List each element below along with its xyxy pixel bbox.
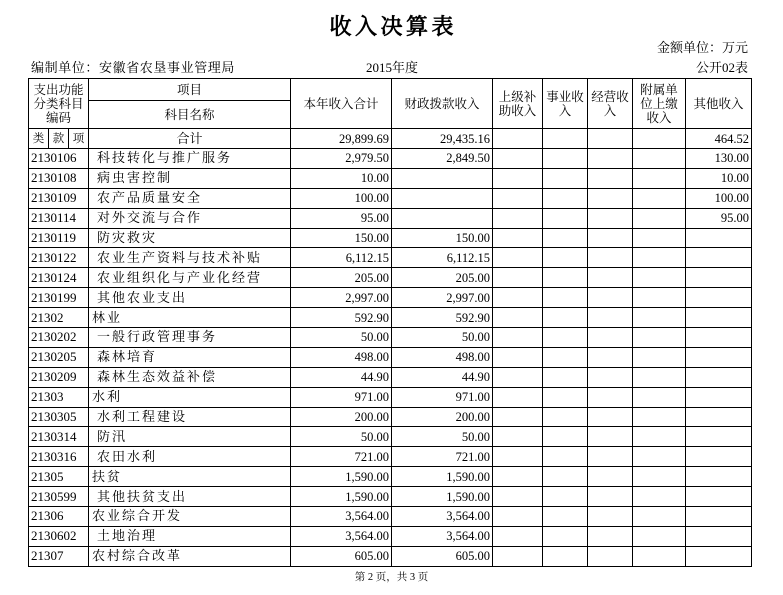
total-income-cell: 498.00 bbox=[291, 347, 392, 367]
table-row bbox=[29, 308, 752, 328]
business-income-cell bbox=[543, 208, 588, 228]
operating-income-cell bbox=[588, 308, 633, 328]
other-income-cell: 95.00 bbox=[686, 208, 752, 228]
business-income-cell bbox=[543, 526, 588, 546]
business-income-cell bbox=[543, 268, 588, 288]
operating-income-cell bbox=[588, 228, 633, 248]
affiliated-remittance-cell bbox=[633, 347, 686, 367]
fiscal-appropriation-cell: 1,590.00 bbox=[392, 467, 493, 487]
affiliated-remittance-cell bbox=[633, 407, 686, 427]
affiliated-remittance-cell bbox=[633, 367, 686, 387]
business-income-cell bbox=[543, 188, 588, 208]
fiscal-appropriation-cell: 6,112.15 bbox=[392, 248, 493, 268]
total-income-cell: 10.00 bbox=[291, 168, 392, 188]
superior-subsidy-cell bbox=[493, 507, 543, 527]
superior-subsidy-cell bbox=[493, 447, 543, 467]
table-row bbox=[29, 188, 752, 208]
header-row bbox=[29, 79, 752, 101]
header-code-group-label: 支出功能分类科目编码 bbox=[33, 82, 84, 125]
operating-income-cell bbox=[588, 268, 633, 288]
affiliated-remittance-cell bbox=[633, 288, 686, 308]
table-header bbox=[29, 79, 752, 149]
superior-subsidy-cell bbox=[493, 288, 543, 308]
subject-name: 土地治理 bbox=[89, 526, 291, 546]
superior-subsidy-cell bbox=[493, 328, 543, 348]
business-income-cell bbox=[543, 387, 588, 407]
fiscal-appropriation-cell: 50.00 bbox=[392, 427, 493, 447]
business-income-cell bbox=[543, 228, 588, 248]
superior-subsidy-cell bbox=[493, 129, 543, 149]
subject-name: 森林培育 bbox=[89, 347, 291, 367]
subject-name: 防汛 bbox=[89, 427, 291, 447]
business-income-cell bbox=[543, 328, 588, 348]
business-income-cell bbox=[543, 487, 588, 507]
subject-name: 其他农业支出 bbox=[89, 288, 291, 308]
header-operating-income bbox=[588, 79, 633, 129]
header-operating-income-label: 经营收入 bbox=[591, 89, 629, 118]
subject-name: 农产品质量安全 bbox=[89, 188, 291, 208]
header-lei: 类 bbox=[29, 129, 49, 149]
affiliated-remittance-cell bbox=[633, 526, 686, 546]
business-income-cell bbox=[543, 149, 588, 169]
total-income-cell: 1,590.00 bbox=[291, 487, 392, 507]
total-income-cell: 95.00 bbox=[291, 208, 392, 228]
total-income-cell: 605.00 bbox=[291, 546, 392, 566]
table-row bbox=[29, 487, 752, 507]
affiliated-remittance-cell bbox=[633, 447, 686, 467]
superior-subsidy-cell bbox=[493, 467, 543, 487]
business-income-cell bbox=[543, 427, 588, 447]
subject-code: 2130106 bbox=[29, 149, 89, 169]
other-income-cell bbox=[686, 507, 752, 527]
subject-name: 科技转化与推广服务 bbox=[89, 149, 291, 169]
total-income-cell: 150.00 bbox=[291, 228, 392, 248]
operating-income-cell bbox=[588, 526, 633, 546]
total-income-cell: 200.00 bbox=[291, 407, 392, 427]
other-income-cell bbox=[686, 447, 752, 467]
subject-code: 2130599 bbox=[29, 487, 89, 507]
subject-code: 2130209 bbox=[29, 367, 89, 387]
total-income-cell: 205.00 bbox=[291, 268, 392, 288]
subject-name: 林业 bbox=[89, 308, 291, 328]
business-income-cell bbox=[543, 288, 588, 308]
affiliated-remittance-cell bbox=[633, 487, 686, 507]
total-income-cell: 50.00 bbox=[291, 427, 392, 447]
other-income-cell bbox=[686, 248, 752, 268]
total-income-cell: 2,979.50 bbox=[291, 149, 392, 169]
other-income-cell: 100.00 bbox=[686, 188, 752, 208]
affiliated-remittance-cell bbox=[633, 467, 686, 487]
operating-income-cell bbox=[588, 507, 633, 527]
affiliated-remittance-cell bbox=[633, 228, 686, 248]
operating-income-cell bbox=[588, 328, 633, 348]
other-income-cell bbox=[686, 367, 752, 387]
affiliated-remittance-cell bbox=[633, 208, 686, 228]
form-number-label: 公开02表 bbox=[695, 60, 748, 75]
total-income-cell: 2,997.00 bbox=[291, 288, 392, 308]
table-row bbox=[29, 248, 752, 268]
fiscal-appropriation-cell: 205.00 bbox=[392, 268, 493, 288]
total-income-cell: 721.00 bbox=[291, 447, 392, 467]
table-row bbox=[29, 546, 752, 566]
total-row-label: 合计 bbox=[89, 129, 291, 149]
subject-code: 21305 bbox=[29, 467, 89, 487]
operating-income-cell bbox=[588, 288, 633, 308]
fiscal-appropriation-cell bbox=[392, 168, 493, 188]
operating-income-cell bbox=[588, 248, 633, 268]
fiscal-appropriation-cell: 3,564.00 bbox=[392, 526, 493, 546]
table-row bbox=[29, 168, 752, 188]
header-superior-subsidy-label: 上级补助收入 bbox=[498, 89, 537, 118]
subject-name: 其他扶贫支出 bbox=[89, 487, 291, 507]
total-income-cell: 29,899.69 bbox=[291, 129, 392, 149]
business-income-cell bbox=[543, 129, 588, 149]
superior-subsidy-cell bbox=[493, 487, 543, 507]
affiliated-remittance-cell bbox=[633, 149, 686, 169]
affiliated-remittance-cell bbox=[633, 308, 686, 328]
subject-code: 2130119 bbox=[29, 228, 89, 248]
subject-name: 农田水利 bbox=[89, 447, 291, 467]
header-kuan: 款 bbox=[49, 129, 69, 149]
table-row bbox=[29, 427, 752, 447]
subject-name: 病虫害控制 bbox=[89, 168, 291, 188]
fiscal-appropriation-cell bbox=[392, 208, 493, 228]
subject-name: 水利 bbox=[89, 387, 291, 407]
fiscal-appropriation-cell: 2,849.50 bbox=[392, 149, 493, 169]
superior-subsidy-cell bbox=[493, 526, 543, 546]
superior-subsidy-cell bbox=[493, 546, 543, 566]
business-income-cell bbox=[543, 467, 588, 487]
header-item: 项目 bbox=[89, 79, 291, 101]
subject-code: 2130602 bbox=[29, 526, 89, 546]
total-income-cell: 3,564.00 bbox=[291, 507, 392, 527]
fiscal-appropriation-cell: 971.00 bbox=[392, 387, 493, 407]
fiscal-appropriation-cell: 592.90 bbox=[392, 308, 493, 328]
table-row bbox=[29, 526, 752, 546]
fiscal-appropriation-cell: 150.00 bbox=[392, 228, 493, 248]
table-row bbox=[29, 467, 752, 487]
header-xiang: 项 bbox=[69, 129, 89, 149]
header-total-income: 本年收入合计 bbox=[291, 79, 392, 129]
fiscal-appropriation-cell: 2,997.00 bbox=[392, 288, 493, 308]
subject-code: 2130122 bbox=[29, 248, 89, 268]
subject-code: 21306 bbox=[29, 507, 89, 527]
subject-code: 2130124 bbox=[29, 268, 89, 288]
other-income-cell bbox=[686, 268, 752, 288]
subject-code: 2130205 bbox=[29, 347, 89, 367]
subject-name: 农村综合改革 bbox=[89, 546, 291, 566]
operating-income-cell bbox=[588, 367, 633, 387]
fiscal-appropriation-cell: 605.00 bbox=[392, 546, 493, 566]
business-income-cell bbox=[543, 367, 588, 387]
other-income-cell bbox=[686, 407, 752, 427]
other-income-cell bbox=[686, 228, 752, 248]
fiscal-appropriation-cell: 29,435.16 bbox=[392, 129, 493, 149]
superior-subsidy-cell bbox=[493, 427, 543, 447]
affiliated-remittance-cell bbox=[633, 268, 686, 288]
subject-name: 扶贫 bbox=[89, 467, 291, 487]
operating-income-cell bbox=[588, 129, 633, 149]
compiling-unit-label: 编制单位：安徽省农垦事业管理局 bbox=[31, 60, 236, 75]
business-income-cell bbox=[543, 347, 588, 367]
superior-subsidy-cell bbox=[493, 188, 543, 208]
table-row bbox=[29, 328, 752, 348]
operating-income-cell bbox=[588, 487, 633, 507]
other-income-cell bbox=[686, 308, 752, 328]
other-income-cell bbox=[686, 467, 752, 487]
business-income-cell bbox=[543, 546, 588, 566]
total-row bbox=[29, 129, 752, 149]
operating-income-cell bbox=[588, 208, 633, 228]
table-row bbox=[29, 347, 752, 367]
operating-income-cell bbox=[588, 188, 633, 208]
affiliated-remittance-cell bbox=[633, 129, 686, 149]
other-income-cell bbox=[686, 427, 752, 447]
header-superior-subsidy bbox=[493, 79, 543, 129]
fiscal-appropriation-cell bbox=[392, 188, 493, 208]
operating-income-cell bbox=[588, 168, 633, 188]
superior-subsidy-cell bbox=[493, 208, 543, 228]
subject-name: 对外交流与合作 bbox=[89, 208, 291, 228]
subject-name: 农业组织化与产业化经营 bbox=[89, 268, 291, 288]
other-income-cell bbox=[686, 288, 752, 308]
table-row bbox=[29, 208, 752, 228]
amount-unit-label: 金额单位：万元 bbox=[656, 40, 748, 55]
business-income-cell bbox=[543, 308, 588, 328]
affiliated-remittance-cell bbox=[633, 546, 686, 566]
table-row bbox=[29, 228, 752, 248]
other-income-cell: 464.52 bbox=[686, 129, 752, 149]
affiliated-remittance-cell bbox=[633, 248, 686, 268]
table-row bbox=[29, 447, 752, 467]
other-income-cell: 10.00 bbox=[686, 168, 752, 188]
other-income-cell bbox=[686, 347, 752, 367]
affiliated-remittance-cell bbox=[633, 507, 686, 527]
table-row bbox=[29, 268, 752, 288]
other-income-cell bbox=[686, 328, 752, 348]
operating-income-cell bbox=[588, 149, 633, 169]
superior-subsidy-cell bbox=[493, 228, 543, 248]
header-business-income bbox=[543, 79, 588, 129]
affiliated-remittance-cell bbox=[633, 328, 686, 348]
subject-name: 防灾救灾 bbox=[89, 228, 291, 248]
affiliated-remittance-cell bbox=[633, 387, 686, 407]
subject-name: 一般行政管理事务 bbox=[89, 328, 291, 348]
subject-code: 21303 bbox=[29, 387, 89, 407]
subject-code: 21302 bbox=[29, 308, 89, 328]
header-fiscal-appropriation: 财政拨款收入 bbox=[392, 79, 493, 129]
superior-subsidy-cell bbox=[493, 347, 543, 367]
fiscal-year-label: 2015年度 bbox=[365, 60, 418, 75]
income-final-accounts-table bbox=[28, 78, 752, 567]
business-income-cell bbox=[543, 447, 588, 467]
total-income-cell: 592.90 bbox=[291, 308, 392, 328]
fiscal-appropriation-cell: 50.00 bbox=[392, 328, 493, 348]
total-income-cell: 971.00 bbox=[291, 387, 392, 407]
affiliated-remittance-cell bbox=[633, 168, 686, 188]
other-income-cell bbox=[686, 387, 752, 407]
subject-code: 2130114 bbox=[29, 208, 89, 228]
report-title: 收入决算表 bbox=[329, 14, 457, 40]
operating-income-cell bbox=[588, 427, 633, 447]
other-income-cell: 130.00 bbox=[686, 149, 752, 169]
other-income-cell bbox=[686, 546, 752, 566]
superior-subsidy-cell bbox=[493, 168, 543, 188]
header-affiliated-remittance-label: 附属单位上缴收入 bbox=[640, 82, 678, 125]
affiliated-remittance-cell bbox=[633, 188, 686, 208]
superior-subsidy-cell bbox=[493, 308, 543, 328]
subject-code: 2130199 bbox=[29, 288, 89, 308]
table-body bbox=[29, 149, 752, 567]
subject-code: 2130305 bbox=[29, 407, 89, 427]
header-code-group bbox=[29, 79, 89, 129]
superior-subsidy-cell bbox=[493, 248, 543, 268]
total-income-cell: 3,564.00 bbox=[291, 526, 392, 546]
operating-income-cell bbox=[588, 407, 633, 427]
fiscal-appropriation-cell: 1,590.00 bbox=[392, 487, 493, 507]
operating-income-cell bbox=[588, 467, 633, 487]
other-income-cell bbox=[686, 526, 752, 546]
total-income-cell: 50.00 bbox=[291, 328, 392, 348]
table-row bbox=[29, 149, 752, 169]
business-income-cell bbox=[543, 507, 588, 527]
subject-code: 2130108 bbox=[29, 168, 89, 188]
superior-subsidy-cell bbox=[493, 149, 543, 169]
superior-subsidy-cell bbox=[493, 407, 543, 427]
table-row bbox=[29, 387, 752, 407]
table-row bbox=[29, 288, 752, 308]
subject-code: 2130316 bbox=[29, 447, 89, 467]
other-income-cell bbox=[686, 487, 752, 507]
header-other-income: 其他收入 bbox=[686, 79, 752, 129]
superior-subsidy-cell bbox=[493, 268, 543, 288]
superior-subsidy-cell bbox=[493, 387, 543, 407]
business-income-cell bbox=[543, 248, 588, 268]
header-affiliated-remittance bbox=[633, 79, 686, 129]
fiscal-appropriation-cell: 44.90 bbox=[392, 367, 493, 387]
business-income-cell bbox=[543, 168, 588, 188]
fiscal-appropriation-cell: 498.00 bbox=[392, 347, 493, 367]
header-subject-name: 科目名称 bbox=[89, 101, 291, 129]
subject-name: 水利工程建设 bbox=[89, 407, 291, 427]
total-income-cell: 1,590.00 bbox=[291, 467, 392, 487]
superior-subsidy-cell bbox=[493, 367, 543, 387]
header-business-income-label: 事业收入 bbox=[546, 89, 584, 118]
subject-code: 2130202 bbox=[29, 328, 89, 348]
affiliated-remittance-cell bbox=[633, 427, 686, 447]
subject-name: 森林生态效益补偿 bbox=[89, 367, 291, 387]
operating-income-cell bbox=[588, 347, 633, 367]
operating-income-cell bbox=[588, 447, 633, 467]
operating-income-cell bbox=[588, 546, 633, 566]
business-income-cell bbox=[543, 407, 588, 427]
table-row bbox=[29, 407, 752, 427]
fiscal-appropriation-cell: 200.00 bbox=[392, 407, 493, 427]
page-indicator: 第 2 页，共 3 页 bbox=[354, 572, 429, 583]
subject-code: 2130109 bbox=[29, 188, 89, 208]
fiscal-appropriation-cell: 3,564.00 bbox=[392, 507, 493, 527]
fiscal-appropriation-cell: 721.00 bbox=[392, 447, 493, 467]
table-row bbox=[29, 367, 752, 387]
subject-code: 2130314 bbox=[29, 427, 89, 447]
total-income-cell: 44.90 bbox=[291, 367, 392, 387]
subject-code: 21307 bbox=[29, 546, 89, 566]
table-row bbox=[29, 507, 752, 527]
subject-name: 农业生产资料与技术补贴 bbox=[89, 248, 291, 268]
total-income-cell: 100.00 bbox=[291, 188, 392, 208]
subject-name: 农业综合开发 bbox=[89, 507, 291, 527]
total-income-cell: 6,112.15 bbox=[291, 248, 392, 268]
operating-income-cell bbox=[588, 387, 633, 407]
